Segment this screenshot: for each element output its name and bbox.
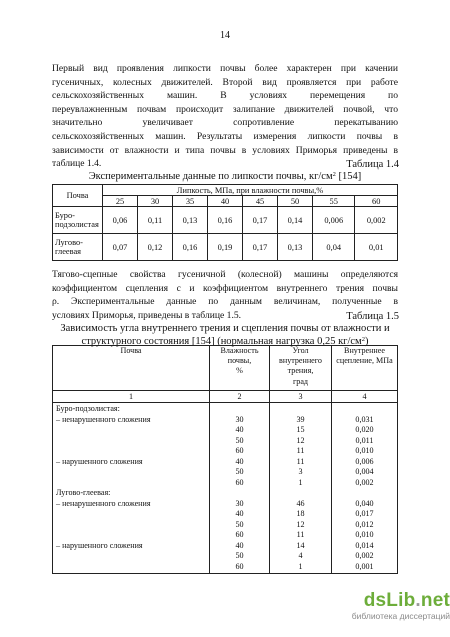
text-line: коэффициентом сцепления с и коэффициентом внутреннего трения почвы — [52, 282, 398, 294]
cell-line: 15 — [296, 425, 305, 434]
cell-line: 0,014 — [355, 540, 374, 550]
table-row — [53, 234, 398, 261]
cell-line: 50 — [235, 435, 244, 445]
cell-line: 40 — [235, 456, 244, 466]
cell-line: 0,010 — [355, 446, 374, 455]
cell-line — [56, 551, 206, 562]
cell-line — [335, 488, 394, 499]
moisture-header-row — [53, 196, 398, 207]
stickiness-value-cell: 0,006 — [313, 207, 355, 234]
soil-name-line: подзолистая — [55, 220, 99, 229]
moisture-header-cell: 50 — [278, 196, 313, 207]
stickiness-value-cell: 0,01 — [355, 234, 398, 261]
stickiness-value-cell: 0,16 — [208, 207, 243, 234]
table-1-4 — [52, 184, 398, 261]
stickiness-value-cell: 0,12 — [138, 234, 173, 261]
column-number-cell: 4 — [332, 391, 398, 403]
header-line: трения, — [287, 366, 314, 376]
header-friction-angle — [270, 346, 332, 391]
header-line: % — [236, 366, 243, 376]
cell-line — [56, 446, 206, 457]
soil-cell — [53, 234, 103, 261]
text-line: сельскохозяйственных машин. Результаты измерения липкости почвы в — [52, 130, 398, 142]
header-soil: Почва — [53, 185, 103, 207]
header-line: град — [292, 376, 309, 386]
cell-line: 30 — [235, 414, 244, 424]
stickiness-value-cell: 0,17 — [243, 207, 278, 234]
table-header-row — [53, 346, 398, 391]
cell-line: 60 — [235, 477, 244, 487]
cell-line: 11 — [296, 446, 305, 455]
header-line: Угол — [292, 346, 309, 355]
header-line: сцепление, МПа — [336, 356, 393, 366]
header-soil: Почва — [53, 346, 210, 391]
cell-line: 0,011 — [355, 435, 374, 445]
cell-line: 50 — [235, 551, 244, 560]
cell-line — [273, 488, 328, 499]
stickiness-value-cell: 0,16 — [173, 234, 208, 261]
text-line: ρ. Экспериментальные данные по данным величинам, полученные в — [52, 296, 398, 308]
cell-line: 60 — [235, 561, 244, 571]
cell-line: 0,002 — [355, 551, 374, 560]
page-number: 14 — [220, 30, 230, 41]
header-line: внутреннего — [279, 356, 322, 366]
cell-line — [335, 404, 394, 415]
table-body-row — [53, 403, 398, 574]
cell-line: 11 — [296, 530, 305, 539]
header-line: Влажность — [220, 346, 259, 355]
table-1-4-caption: Таблица 1.4 — [346, 159, 399, 170]
cell-line: 12 — [296, 435, 305, 445]
soil-name-line: глеевая — [55, 247, 82, 256]
cell-line: 12 — [296, 519, 305, 529]
table-1-4-title: Экспериментальные данные по липкости почвы, $кг/см^2$ [154] — [88, 171, 362, 182]
soil-name-line: Буро- — [55, 211, 75, 220]
cell-line — [213, 488, 266, 499]
cell-line: 1 — [298, 477, 303, 487]
friction-angle-column — [270, 403, 332, 574]
cell-line: – нарушенного сложения — [56, 456, 143, 466]
cell-line — [273, 404, 328, 415]
cell-line: Буро-подзолистая: — [56, 404, 120, 413]
header-stickiness-group: Липкость, МПа, при влажности почвы,% — [103, 185, 398, 196]
watermark — [334, 590, 450, 621]
cell-line: 0,001 — [355, 561, 374, 571]
stickiness-value-cell: 0,14 — [278, 207, 313, 234]
cell-line: 60 — [235, 446, 244, 455]
moisture-column — [210, 403, 270, 574]
text-line: Первый вид проявления липкости почвы более характерен при качении — [52, 63, 398, 74]
cell-line: Лугово-глеевая: — [56, 488, 111, 497]
column-number-cell: 2 — [210, 391, 270, 403]
cell-line: 46 — [296, 498, 305, 508]
text-line: условиях Приморья, приведены в таблице 1.5. — [52, 309, 242, 321]
header-line: Внутреннее — [344, 346, 385, 355]
moisture-header-cell: 60 — [355, 196, 398, 207]
cell-line — [56, 530, 206, 541]
cell-line: 40 — [235, 425, 244, 434]
header-moisture — [210, 346, 270, 391]
cell-line — [213, 404, 266, 415]
stickiness-value-cell: 0,19 — [208, 234, 243, 261]
column-number-row — [53, 391, 398, 403]
cell-line: 50 — [235, 519, 244, 529]
stickiness-value-cell: 0,07 — [103, 234, 138, 261]
table-1-5-caption: Таблица 1.5 — [346, 311, 399, 322]
table-1-5 — [52, 345, 398, 574]
text-line: переувлажненным почвам происходит залипание движителей почвой, что — [52, 103, 398, 115]
stickiness-value-cell: 0,002 — [355, 207, 398, 234]
cell-line: 39 — [296, 414, 305, 424]
moisture-header-cell: 55 — [313, 196, 355, 207]
paragraph-1 — [52, 62, 398, 171]
table-header-row — [53, 185, 398, 196]
cell-line: 40 — [235, 509, 244, 518]
cell-line — [56, 425, 206, 436]
cell-line: 30 — [235, 498, 244, 508]
cell-line — [56, 478, 206, 489]
cell-line: 11 — [296, 456, 305, 466]
text-line: таблице 1.4. — [52, 158, 102, 170]
cell-line: 3 — [298, 467, 303, 476]
stickiness-value-cell: 0,06 — [103, 207, 138, 234]
cell-line: 0,004 — [355, 467, 374, 476]
soil-column — [53, 403, 210, 574]
cell-line: 0,017 — [355, 509, 374, 518]
cell-line: 0,006 — [355, 456, 374, 466]
cohesion-column — [332, 403, 398, 574]
table-row — [53, 207, 398, 234]
cell-line: 1 — [298, 561, 303, 571]
cell-line: 0,002 — [355, 477, 374, 487]
text-line: гусеничных, колесных движителей. Второй вид проявляется при работе — [52, 76, 398, 88]
cell-line: 40 — [235, 540, 244, 550]
soil-cell — [53, 207, 103, 234]
text-line: Тягово-сцепные свойства гусеничной (колесной) машины определяются — [52, 269, 398, 280]
cell-line: – нарушенного сложения — [56, 540, 143, 550]
watermark-subtitle: библиотека диссертаций — [351, 611, 450, 621]
cell-line: 18 — [296, 509, 305, 518]
stickiness-value-cell: 0,04 — [313, 234, 355, 261]
cell-line: 4 — [298, 551, 303, 560]
moisture-header-cell: 25 — [103, 196, 138, 207]
stickiness-value-cell: 0,13 — [173, 207, 208, 234]
text-line: сельскохозяйственных машин. В условиях перемещения по — [52, 90, 398, 102]
cell-line: 50 — [235, 467, 244, 476]
header-line: почвы, — [227, 356, 252, 366]
cell-line: – ненарушенного сложения — [56, 414, 151, 424]
moisture-header-cell: 35 — [173, 196, 208, 207]
soil-name-line: Лугово- — [55, 238, 83, 247]
moisture-header-cell: 45 — [243, 196, 278, 207]
stickiness-value-cell: 0,17 — [243, 234, 278, 261]
cell-line: 0,040 — [355, 498, 374, 508]
cell-line: 14 — [296, 540, 305, 550]
cell-line — [56, 520, 206, 531]
cell-line: 0,020 — [355, 425, 374, 434]
cell-line — [56, 562, 206, 573]
column-number-cell: 1 — [53, 391, 210, 403]
cell-line: 0,010 — [355, 530, 374, 539]
cell-line: – ненарушенного сложения — [56, 498, 151, 508]
stickiness-value-cell: 0,11 — [138, 207, 173, 234]
table-1-5-title: Зависимость угла внутреннего трения и сцепления почвы от влажности и структурного состояния [154] (нормальная нагрузка 0,25 $кг/см^2$) — [60, 323, 390, 347]
column-number-cell: 3 — [270, 391, 332, 403]
text-line: значительно увеличивает сопротивление перекатыванию — [52, 117, 398, 129]
text-line: зависимости от влажности и типа почвы в условиях Приморья приведены в — [52, 144, 398, 156]
moisture-header-cell: 40 — [208, 196, 243, 207]
watermark-logo: dsLib.net — [363, 590, 450, 611]
cell-line: 0,012 — [355, 519, 374, 529]
header-cohesion — [332, 346, 398, 391]
cell-line: 60 — [235, 530, 244, 539]
moisture-header-cell: 30 — [138, 196, 173, 207]
cell-line: 0,031 — [355, 414, 374, 424]
cell-line — [56, 436, 206, 447]
stickiness-value-cell: 0,13 — [278, 234, 313, 261]
cell-line — [56, 467, 206, 478]
cell-line — [56, 509, 206, 520]
